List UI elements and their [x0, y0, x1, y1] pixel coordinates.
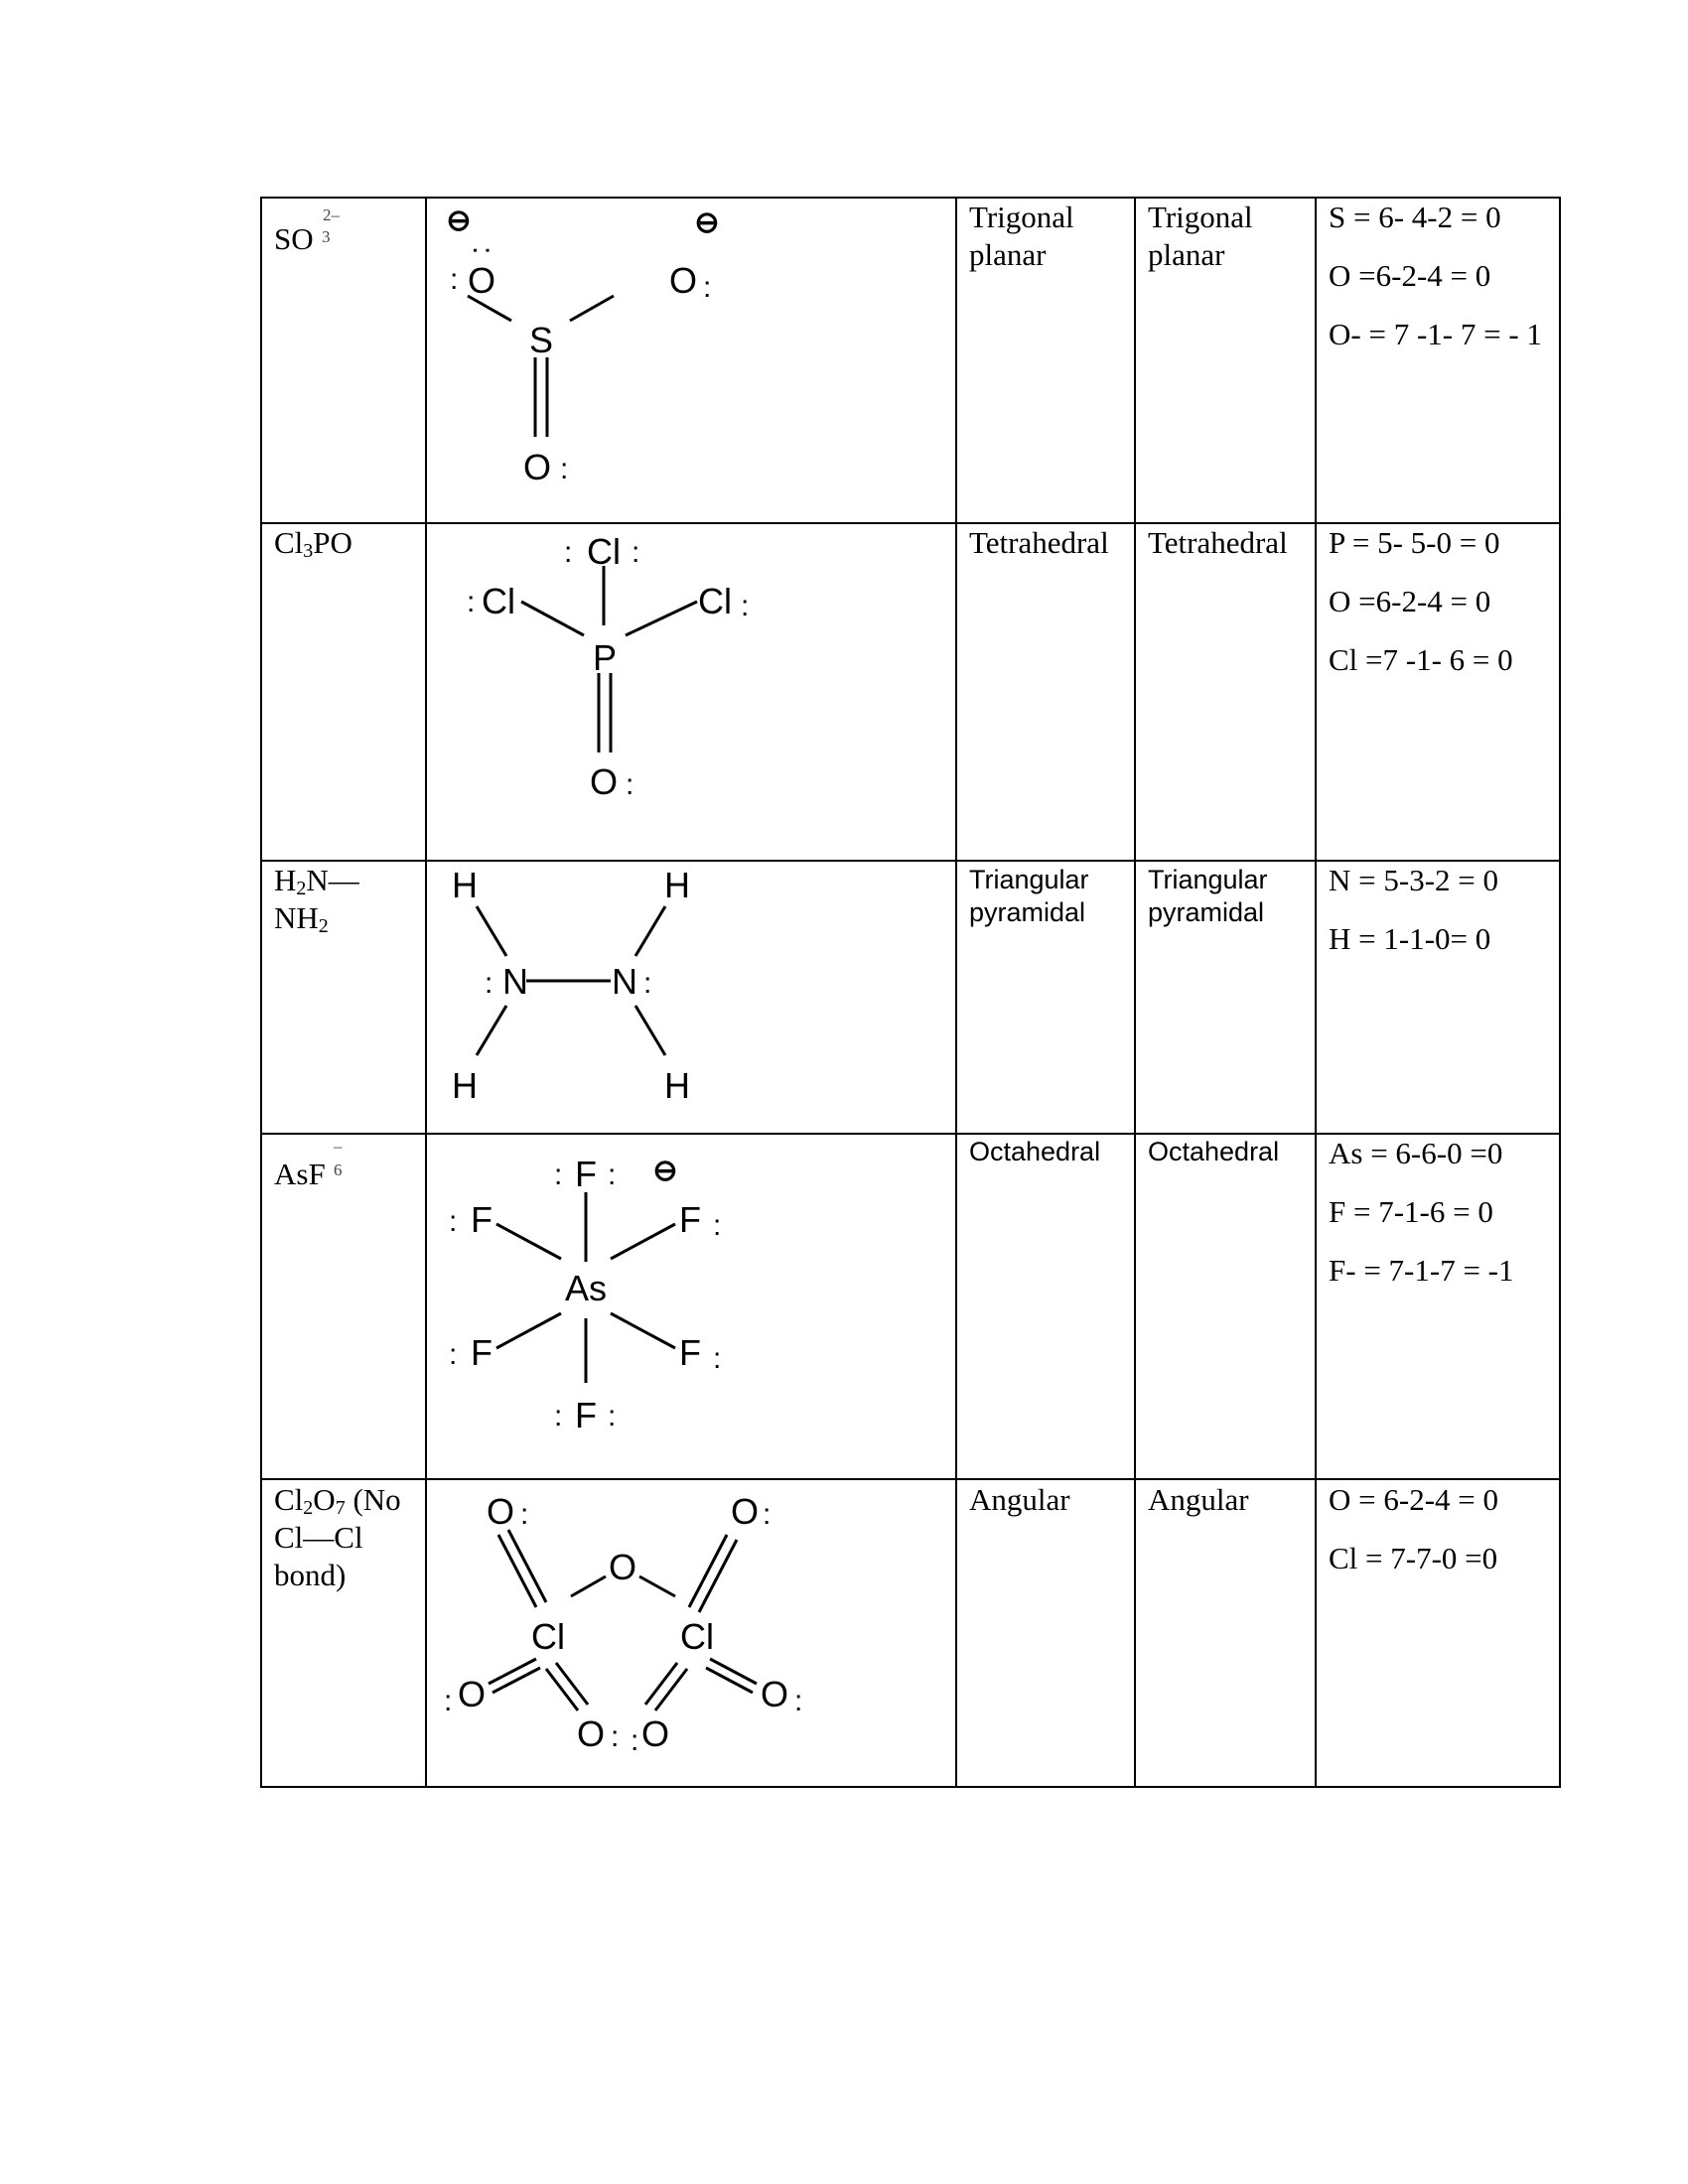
atom-f: F [471, 1332, 492, 1373]
molecular-geometry-cell: Angular [1148, 1482, 1249, 1517]
formal-charge-line: As = 6-6-0 =0 [1329, 1136, 1503, 1170]
formal-charge-line: P = 5- 5-0 = 0 [1329, 525, 1500, 560]
formula-text: O [313, 1482, 336, 1517]
atom-h: H [452, 865, 478, 905]
formula-subscript: 3 [303, 540, 314, 562]
molecular-geometry-cell: Triangular pyramidal [1148, 865, 1268, 927]
lone-pair: : [449, 1338, 458, 1371]
table-border-right [1559, 197, 1561, 1788]
formula-text: H [274, 863, 297, 897]
lone-pair: : [632, 536, 640, 569]
negative-charge-icon: ⊖ [446, 205, 472, 237]
lone-pair: : [467, 246, 499, 255]
formula-cell [274, 220, 314, 258]
formula-text: N— [306, 863, 359, 897]
atom-o: O [522, 447, 552, 487]
negative-charge-icon: ⊖ [652, 1155, 678, 1187]
atom-o: O [668, 260, 698, 301]
atom-h: H [664, 1065, 690, 1106]
formal-charge-line: F- = 7-1-7 = -1 [1329, 1253, 1514, 1288]
atom-p: P [592, 637, 618, 678]
formula-text: Cl [274, 1482, 304, 1517]
atom-o: O [760, 1674, 789, 1714]
lewis-structure-asf6 [427, 1135, 953, 1476]
lone-pair: : [554, 1159, 563, 1191]
lone-pair: : [560, 453, 569, 485]
formal-charge-line: N = 5-3-2 = 0 [1329, 863, 1498, 897]
formula-text: NH [274, 900, 319, 935]
atom-f: F [679, 1332, 701, 1373]
formal-charge-cell [1329, 524, 1555, 700]
lone-pair: : [713, 1209, 722, 1242]
column-divider [1315, 197, 1317, 1788]
atom-cl: Cl [482, 581, 515, 621]
lone-pair: : [703, 271, 712, 304]
formula-cell [274, 862, 359, 937]
atom-o: O [467, 260, 496, 301]
lewis-structure-so3 [427, 199, 953, 520]
formula-text: Cl [274, 525, 304, 560]
lone-pair: : [449, 1205, 458, 1238]
lone-pair: : [520, 1498, 529, 1531]
electron-geometry-cell: Octahedral [969, 1137, 1101, 1166]
formal-charge-line: O- = 7 -1- 7 = - 1 [1329, 317, 1542, 351]
atom-cl: Cl [587, 531, 621, 572]
molecular-geometry-cell: Tetrahedral [1148, 525, 1288, 560]
atom-f: F [575, 1395, 597, 1435]
lewis-structure-n2h4 [427, 862, 953, 1132]
atom-o: O [640, 1713, 670, 1754]
lone-pair: : [626, 768, 634, 801]
atom-h: H [452, 1065, 478, 1106]
atom-n: N [612, 961, 637, 1002]
molecular-geometry-cell: Octahedral [1148, 1137, 1280, 1166]
formula-subscript: 7 [335, 1497, 346, 1519]
formula-cell [274, 1156, 326, 1193]
lone-pair: : [467, 586, 476, 618]
formal-charge-line: Cl =7 -1- 6 = 0 [1329, 642, 1513, 677]
formula-subscript: 3 [322, 227, 331, 246]
formal-charge-cell [1329, 1135, 1555, 1310]
electron-geometry-cell: Trigonal planar [969, 200, 1074, 272]
atom-cl: Cl [698, 581, 732, 621]
formula-subscript: 2 [303, 1497, 314, 1519]
lone-pair: : [564, 536, 573, 569]
atom-cl: Cl [531, 1616, 565, 1657]
lone-pair: : [741, 590, 750, 622]
formal-charge-cell [1329, 862, 1555, 979]
formal-charge-line: H = 1-1-0= 0 [1329, 921, 1491, 956]
atom-o: O [457, 1674, 487, 1714]
formula-charge: 2– [323, 205, 340, 224]
formal-charge-line: F = 7-1-6 = 0 [1329, 1194, 1493, 1229]
lone-pair: : [631, 1724, 639, 1757]
lone-pair: : [444, 1685, 453, 1717]
formal-charge-line: O =6-2-4 = 0 [1329, 258, 1491, 293]
lone-pair: : [763, 1498, 772, 1531]
atom-f: F [575, 1154, 597, 1194]
formula-cell [274, 1481, 423, 1594]
atom-o: O [608, 1547, 637, 1587]
atom-o: O [730, 1491, 760, 1532]
formula-charge: – [334, 1137, 343, 1156]
lone-pair: : [608, 1400, 617, 1433]
atom-o: O [576, 1713, 606, 1754]
molecule-table [260, 197, 1561, 1788]
electron-geometry-cell: Triangular pyramidal [969, 865, 1089, 927]
formula-subscript: 2 [296, 878, 307, 899]
lone-pair: : [554, 1400, 563, 1433]
lone-pair: : [794, 1685, 803, 1717]
atom-s: S [528, 320, 554, 360]
table-border-left [260, 197, 262, 1788]
formula-cell [274, 524, 352, 562]
formal-charge-cell [1329, 199, 1555, 374]
molecular-geometry-cell: Trigonal planar [1148, 200, 1253, 272]
formula-text: PO [313, 525, 352, 560]
formal-charge-line: O = 6-2-4 = 0 [1329, 1482, 1498, 1517]
negative-charge-icon: ⊖ [694, 206, 720, 239]
formal-charge-line: Cl = 7-7-0 =0 [1329, 1541, 1498, 1575]
column-divider [955, 197, 957, 1788]
lewis-structure-cl2o7 [427, 1480, 953, 1784]
formula-text: (No Cl—Cl bond) [274, 1482, 401, 1592]
column-divider [1134, 197, 1136, 1788]
table-border-bottom [260, 1786, 1561, 1788]
lone-pair: : [450, 263, 459, 296]
atom-o: O [486, 1491, 515, 1532]
lone-pair: : [643, 967, 652, 1000]
lone-pair: : [611, 1720, 620, 1753]
electron-geometry-cell: Tetrahedral [969, 525, 1109, 560]
formula-text: SO [274, 221, 314, 256]
atom-h: H [664, 865, 690, 905]
atom-as: As [564, 1268, 608, 1308]
lone-pair: : [713, 1342, 722, 1375]
atom-cl: Cl [680, 1616, 714, 1657]
formal-charge-cell [1329, 1481, 1555, 1598]
lone-pair: : [608, 1159, 617, 1191]
electron-geometry-cell: Angular [969, 1482, 1070, 1517]
formal-charge-line: O =6-2-4 = 0 [1329, 584, 1491, 618]
atom-f: F [679, 1199, 701, 1240]
atom-n: N [502, 961, 528, 1002]
lewis-structure-cl3po [427, 524, 953, 858]
formal-charge-line: S = 6- 4-2 = 0 [1329, 200, 1501, 234]
atom-o: O [589, 761, 619, 802]
formula-subscript: 2 [318, 915, 329, 937]
atom-f: F [471, 1199, 492, 1240]
formula-text: AsF [274, 1157, 326, 1191]
lone-pair: : [485, 967, 493, 1000]
formula-subscript: 6 [334, 1160, 343, 1179]
